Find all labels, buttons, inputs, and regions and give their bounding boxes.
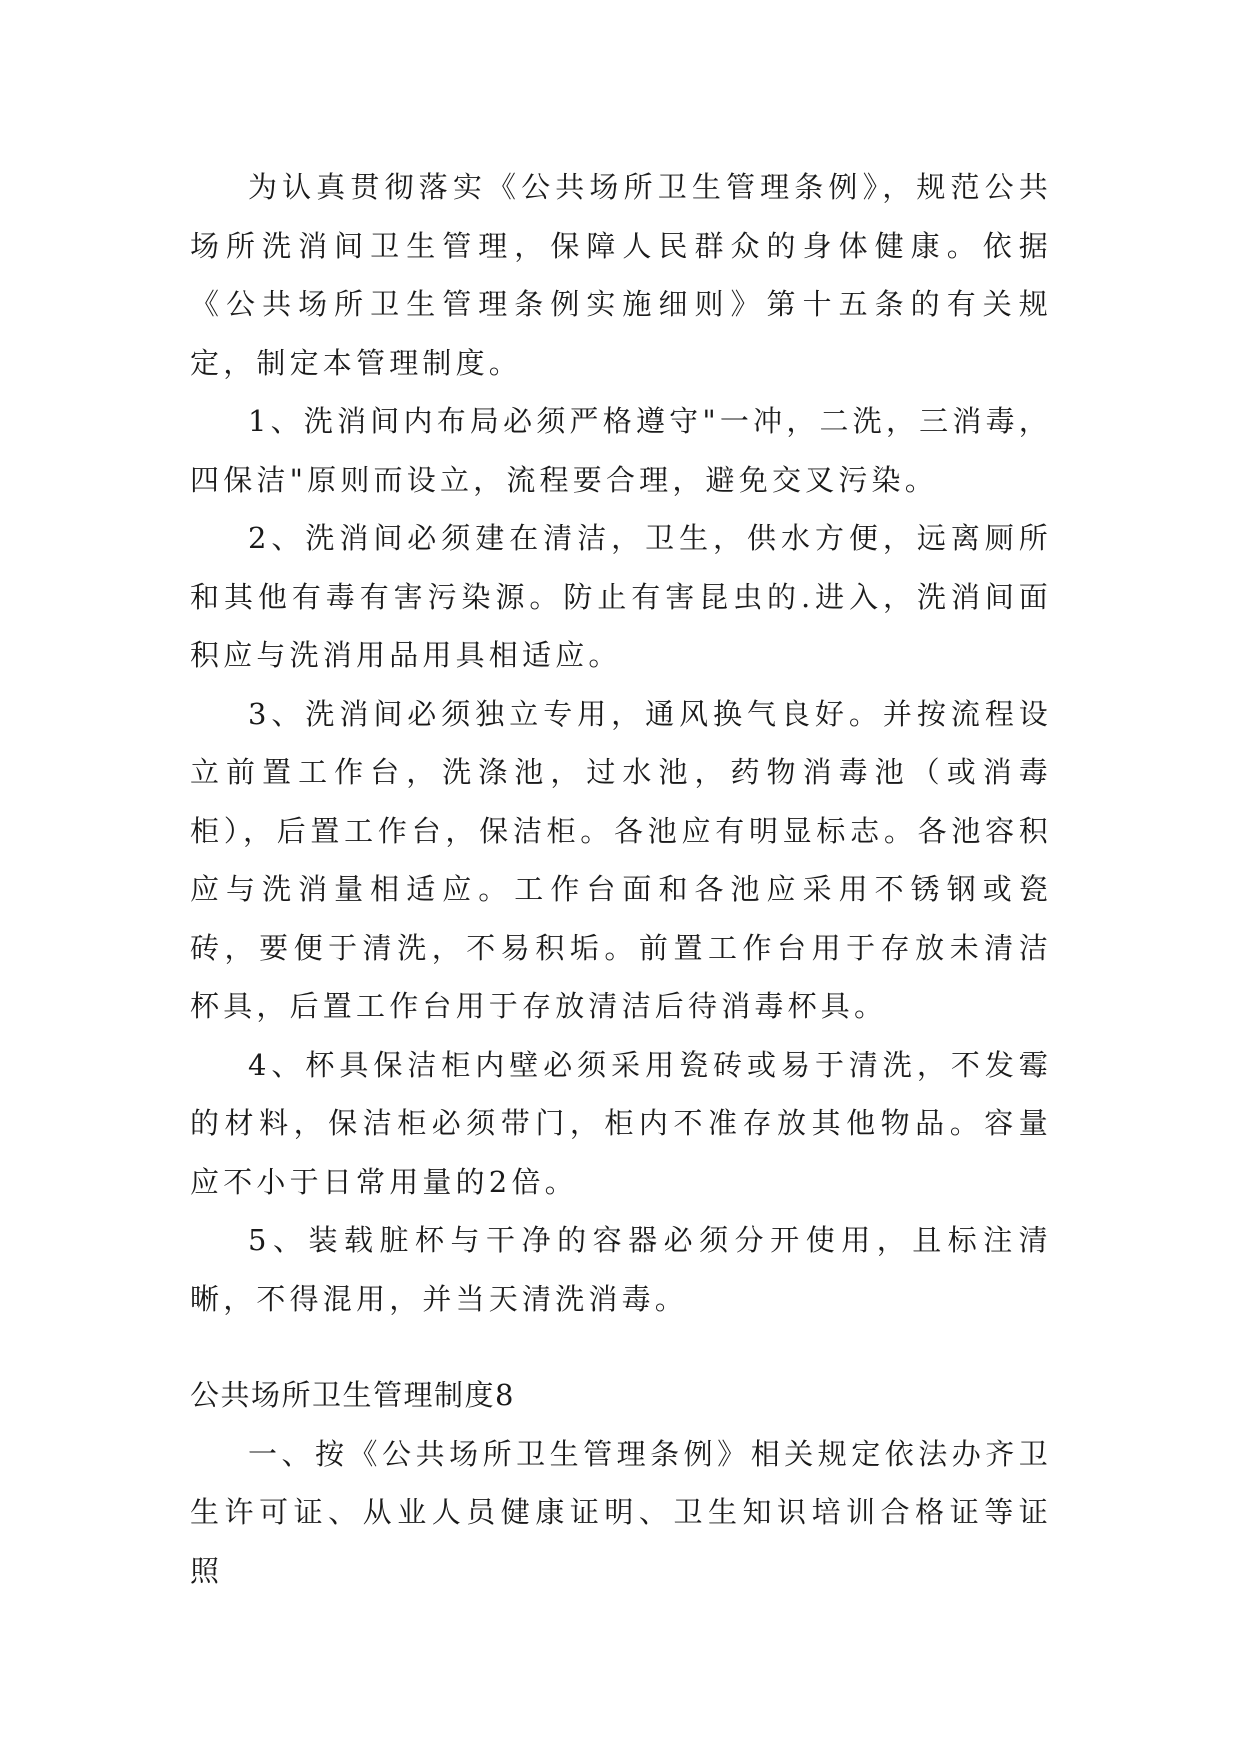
rule-paragraph-3: 3、洗消间必须独立专用，通风换气良好。并按流程设立前置工作台，洗涤池，过水池，药物消毒池（或消毒柜），后置工作台，保洁柜。各池应有明显标志。各池容积应与洗消量相适应。工作台面和各池应采用不锈钢或瓷砖，要便于清洗，不易积垢。前置工作台用于存放未清洁杯具，后置工作台用于存放清洁后待消毒杯具。 [190,696,1052,1023]
intro-paragraph: 为认真贯彻落实《公共场所卫生管理条例》，规范公共场所洗消间卫生管理，保障人民群众的身体健康。依据《公共场所卫生管理条例实施细则》第十五条的有关规定，制定本管理制度。 [190,170,1052,380]
section-paragraph-1: 一、按《公共场所卫生管理条例》相关规定依法办齐卫生许可证、从业人员健康证明、卫生知识培训合格证等证照 [190,1436,1052,1588]
rule-paragraph-1: 1、洗消间内布局必须严格遵守"一冲，二洗，三消毒，四保洁"原则而设立，流程要合理，避免交叉污染。 [190,404,1052,497]
rule-paragraph-2: 2、洗消间必须建在清洁，卫生，供水方便，远离厕所和其他有毒有害污染源。防止有害昆虫的.进入，洗消间面积应与洗消用品用具相适应。 [190,521,1052,672]
rule-paragraph-4: 4、杯具保洁柜内壁必须采用瓷砖或易于清洗，不发霉的材料，保洁柜必须带门，柜内不准存放其他物品。容量应不小于日常用量的2倍。 [190,1047,1052,1199]
document-body [190,158,1052,1600]
rule-paragraph-5: 5、装载脏杯与干净的容器必须分开使用，且标注清晰，不得混用，并当天清洗消毒。 [190,1223,1052,1316]
section-heading: 公共场所卫生管理制度8 [190,1378,515,1412]
